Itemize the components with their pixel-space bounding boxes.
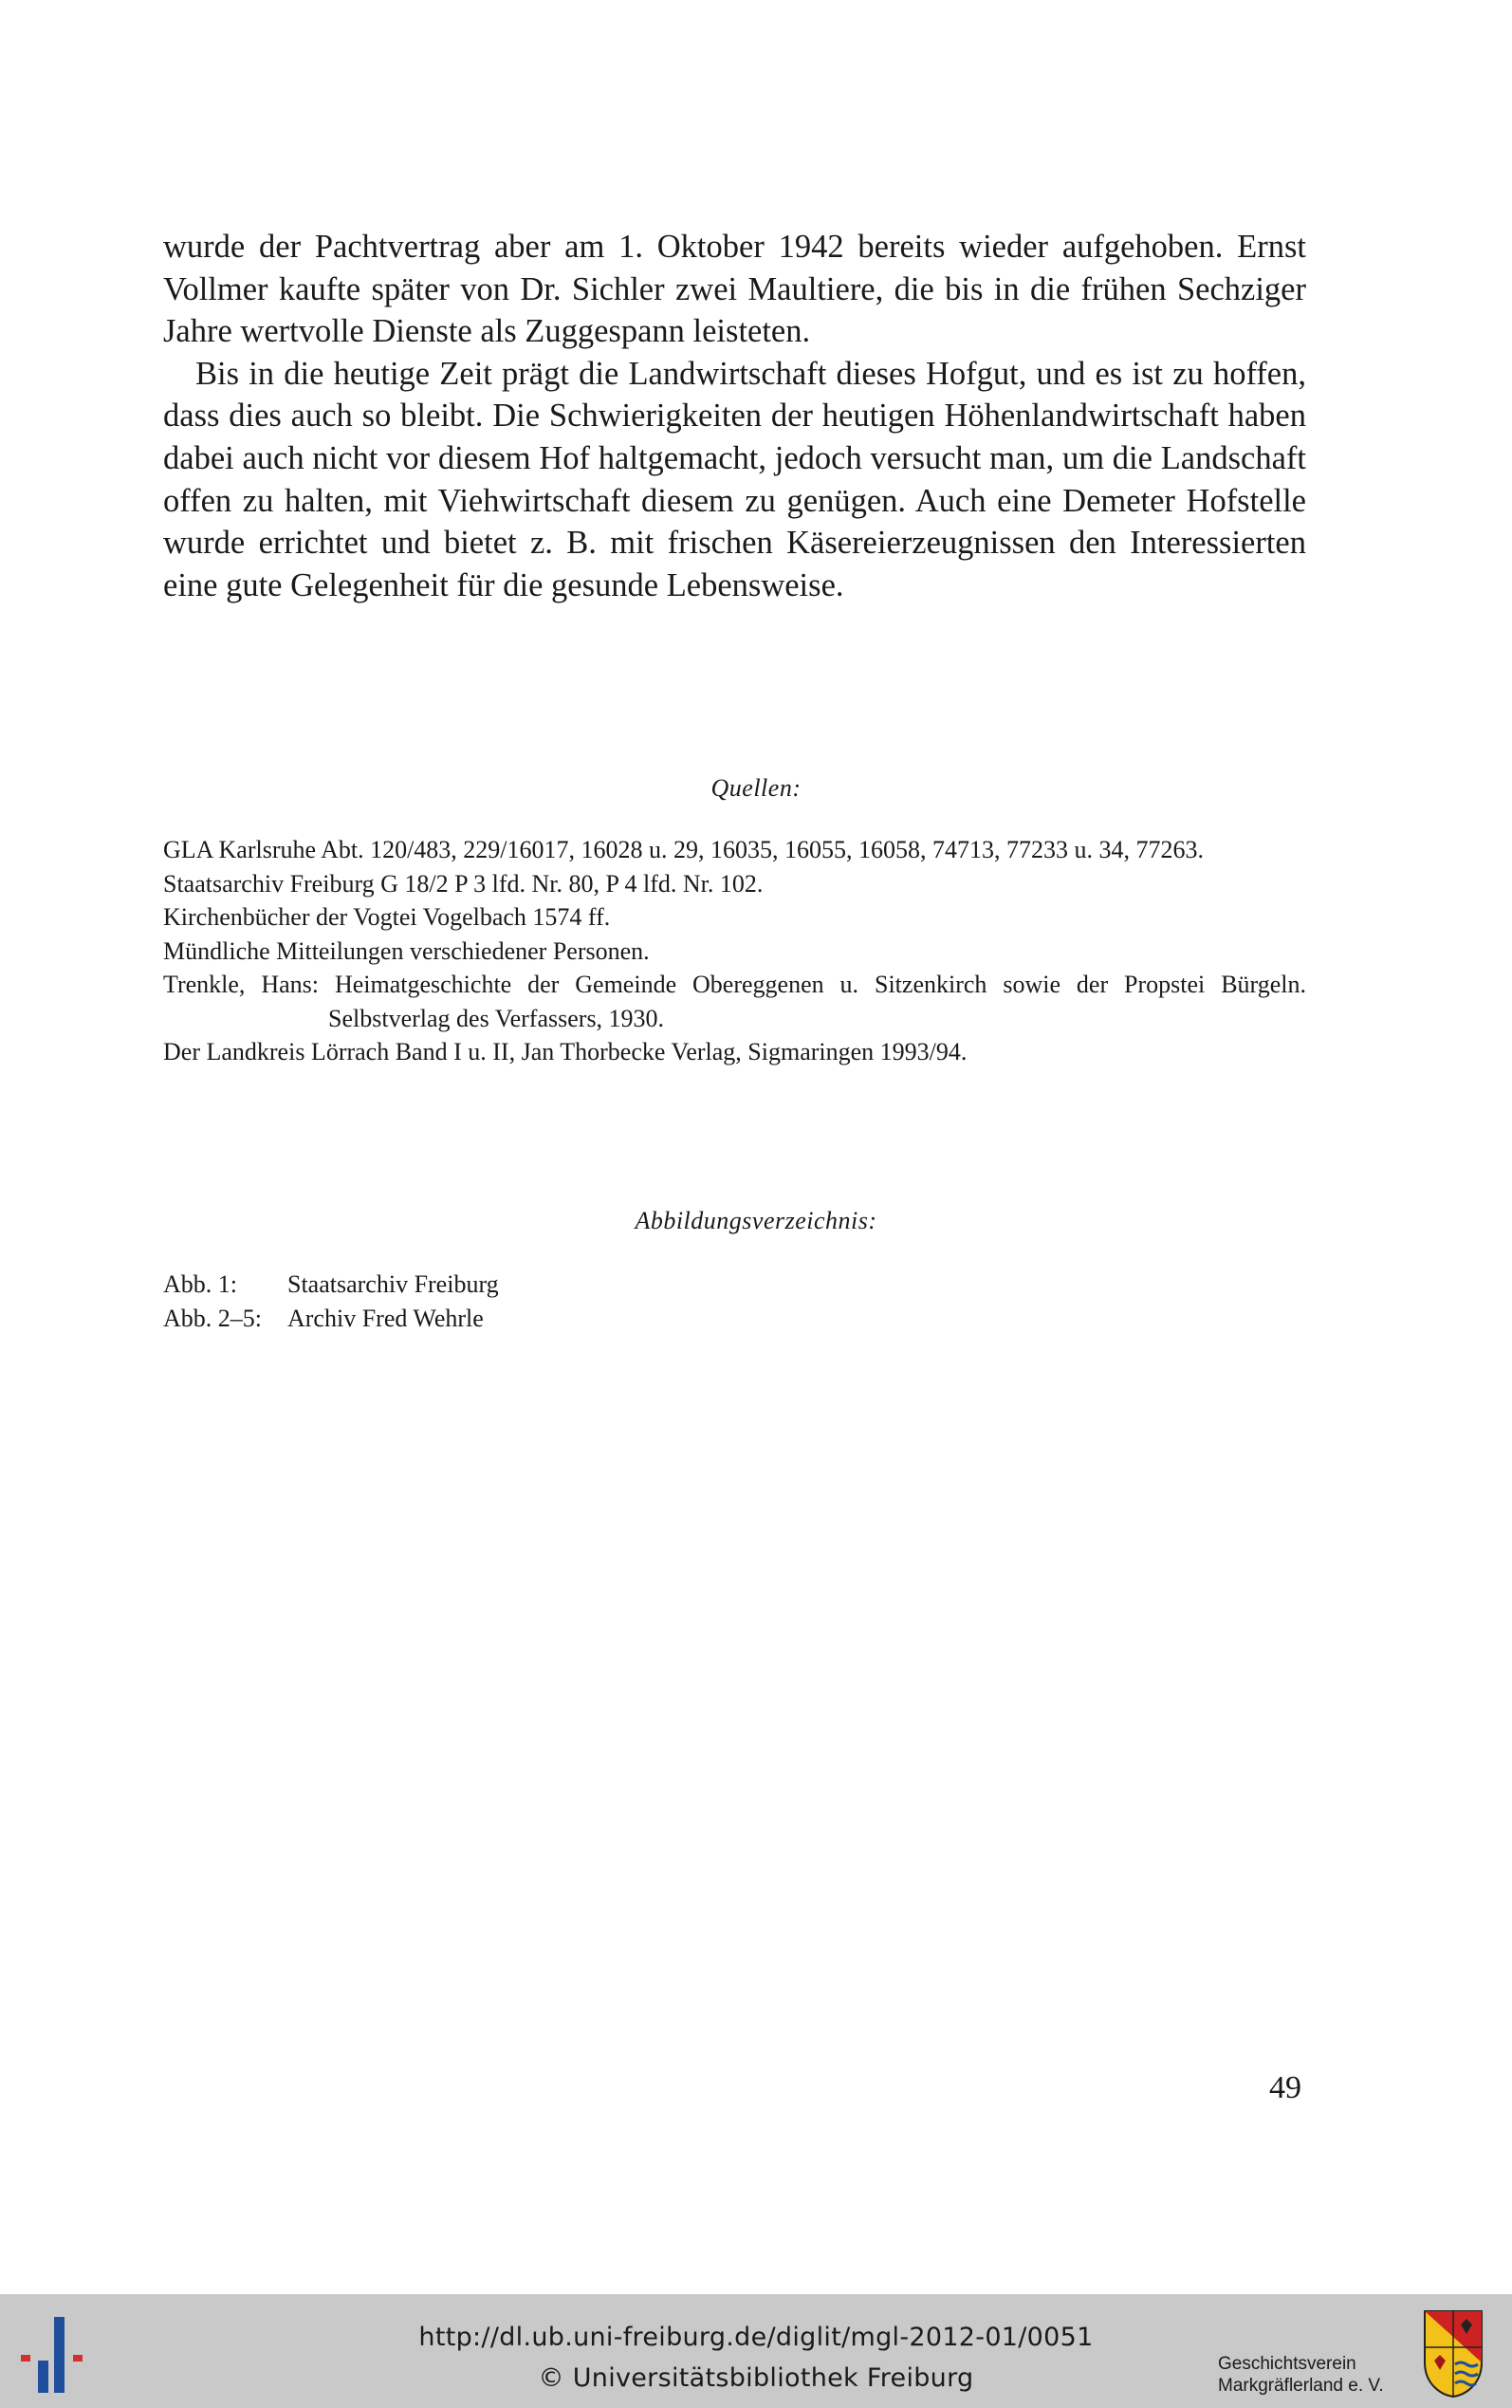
figure-item xyxy=(163,1268,499,1302)
source-item: Der Landkreis Lörrach Band I u. II, Jan Thorbecke Verlag, Sigmaringen 1993/94. xyxy=(163,1038,968,1065)
figure-label: Abb. 2–5: xyxy=(163,1304,262,1332)
footer-copyright: © Universitätsbibliothek Freiburg xyxy=(538,2363,974,2393)
society-crest-icon xyxy=(1423,2309,1484,2399)
figure-item xyxy=(163,1302,499,1336)
figures-list xyxy=(163,1268,499,1335)
footer-url-link[interactable]: http://dl.ub.uni-freiburg.de/diglit/mgl-2012-01/0051 xyxy=(418,2323,1094,2352)
figure-source: Staatsarchiv Freiburg xyxy=(287,1270,499,1298)
source-item: Mündliche Mitteilungen verschiedener Personen. xyxy=(163,936,650,965)
society-name-line-2: Markgräflerland e. V. xyxy=(1218,2376,1384,2396)
paragraph-1: wurde der Pachtvertrag aber am 1. Oktober 1942 bereits wieder aufgehoben. Ernst Vollmer kaufte später von Dr. Sichler zwei Maultiere, die bis in die frühen Sechziger Jahre wertvolle Dienste als Zuggespann leisteten. xyxy=(163,229,1306,350)
body-text xyxy=(163,226,1306,606)
figure-source: Archiv Fred Wehrle xyxy=(287,1304,484,1332)
source-item: GLA Karlsruhe Abt. 120/483, 229/16017, 16028 u. 29, 16035, 16055, 16058, 74713, 77233 u. 34, 77263. xyxy=(163,836,1205,863)
society-name xyxy=(1218,2353,1384,2397)
source-item: Staatsarchiv Freiburg G 18/2 P 3 lfd. Nr. 80, P 4 lfd. Nr. 102. xyxy=(163,869,764,898)
figures-heading: Abbildungsverzeichnis: xyxy=(635,1207,877,1234)
footer-bar xyxy=(0,2294,1512,2408)
page-number: 49 xyxy=(1269,2070,1301,2105)
paragraph-2: Bis in die heutige Zeit prägt die Landwirtschaft dieses Hofgut, und es ist zu hoffen, dass dies auch so bleibt. Die Schwierigkeiten der heutigen Höhenlandwirtschaft haben dabei auch nicht vor diesem Hof haltgemacht, jedoch versucht man, um die Landschaft offen zu halten, mit Viehwirtschaft diesem zu genügen. Auch eine Demeter Hofstelle wurde errichtet und bietet z. B. mit frischen Käsereierzeugnissen den Interessierten eine gute Gelegenheit für die gesunde Lebensweise. xyxy=(163,355,1306,603)
figure-label: Abb. 1: xyxy=(163,1270,237,1298)
society-name-line-1: Geschichtsverein xyxy=(1218,2354,1356,2374)
source-item: Kirchenbücher der Vogtei Vogelbach 1574 ff. xyxy=(163,903,611,931)
sources-heading: Quellen: xyxy=(710,774,802,802)
source-item: Trenkle, Hans: Heimatgeschichte der Gemeinde Obereggenen u. Sitzenkirch sowie der Propstei Bürgeln. Selbstverlag des Verfassers, 1930. xyxy=(163,971,1306,1032)
sources-list xyxy=(163,833,1306,1069)
